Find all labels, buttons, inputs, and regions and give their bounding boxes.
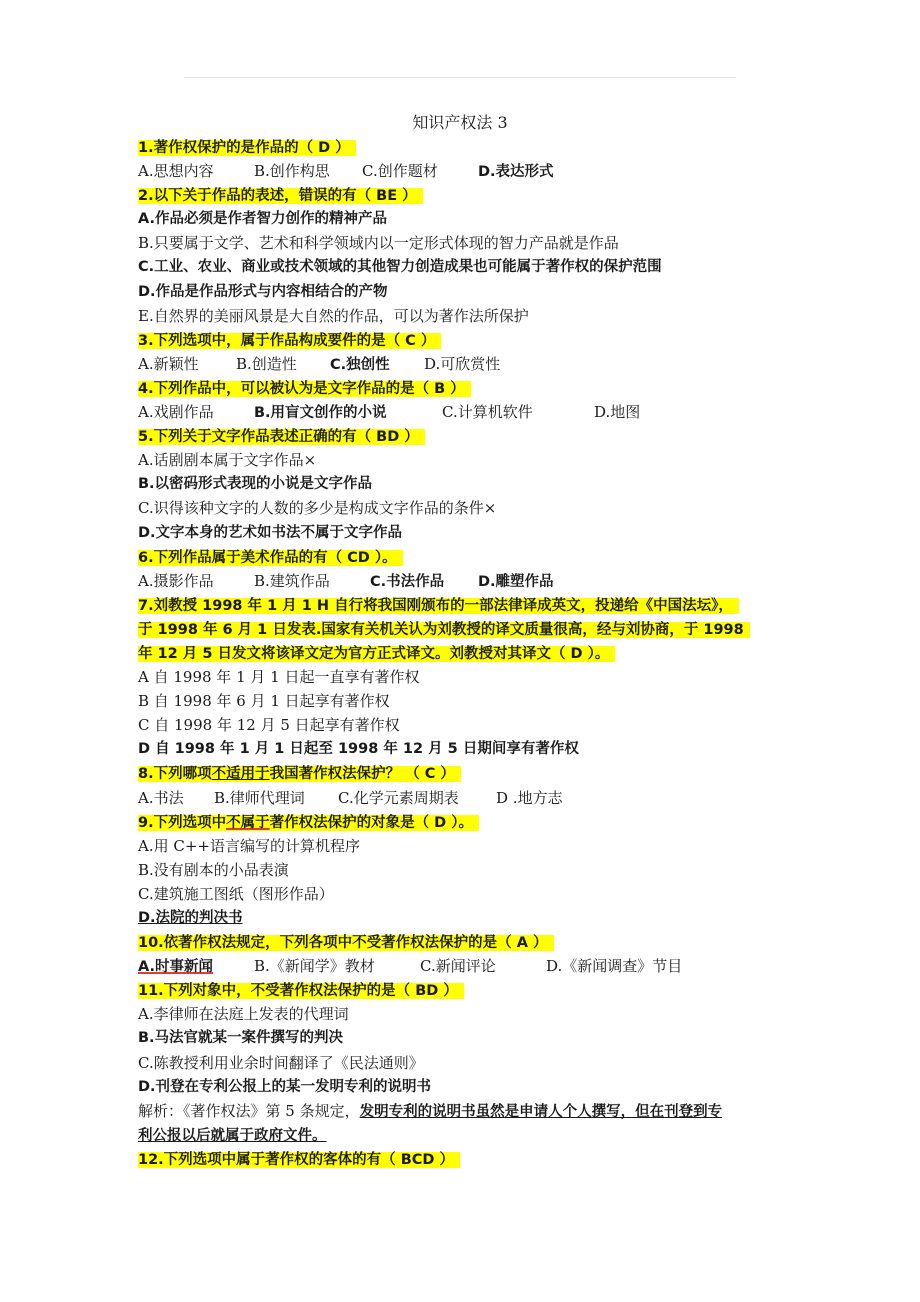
question-1 [138, 135, 788, 159]
option-b: B.没有剧本的小品表演 [138, 860, 289, 879]
option-b: B.《新闻学》教材 [254, 957, 375, 976]
question-12 [138, 1147, 788, 1171]
option-b: B.只要属于文学、艺术和科学领域内以一定形式体现的智力产品就是作品 [138, 234, 619, 253]
question-9-suffix: 著作权法保护的对象是（ D ）。 [269, 814, 473, 831]
option-b: B.用盲文创作的小说 [254, 405, 387, 422]
option-b: B.以密码形式表现的小说是文字作品 [138, 476, 373, 493]
question-11 [138, 978, 788, 1002]
question-1-text: 1.著作权保护的是作品的（ D ） [138, 140, 356, 156]
analysis-line-1 [138, 1099, 788, 1123]
question-10 [138, 930, 788, 954]
option-c: C.创作题材 [362, 162, 438, 181]
option-c: C.化学元素周期表 [338, 788, 459, 807]
question-6 [138, 545, 788, 569]
question-7-text-1: 7.刘教授 1998 年 1 月 1 H 自行将我国刚颁布的一部法律译成英文，投递给《中国法坛》， [138, 598, 739, 614]
option-a-wrap [138, 954, 254, 979]
option-a: A.书法 [138, 788, 184, 807]
document-body [138, 135, 788, 1171]
option-a: A.话剧剧本属于文字作品× [138, 451, 317, 470]
option-b: B.律师代理词 [214, 788, 305, 807]
question-6-text: 6.下列作品属于美术作品的有（ CD ）。 [138, 550, 403, 566]
option-c: C.独创性 [330, 356, 390, 373]
option-a: A.作品必须是作者智力创作的精神产品 [138, 211, 387, 228]
option-c: C.工业、农业、商业或技术领域的其他智力创造成果也可能属于著作权的保护范围 [138, 259, 662, 276]
header-rule [184, 77, 736, 78]
option-d: D.《新闻调查》节目 [546, 957, 683, 976]
question-4-options [138, 400, 788, 424]
question-10-text: 10.依著作权法规定，下列各项中不受著作权法保护的是（ A ） [138, 935, 554, 951]
question-12-text: 12.下列选项中属于著作权的客体的有（ BCD ） [138, 1152, 460, 1168]
option-d: D.文字本身的艺术如书法不属于文字作品 [138, 524, 403, 541]
question-5-text: 5.下列关于文字作品表述正确的有（ BD ） [138, 429, 425, 445]
option-d: D.地图 [594, 403, 641, 422]
question-3 [138, 328, 788, 352]
analysis-line-2 [138, 1123, 788, 1147]
option-b: B 自 1998 年 6 月 1 日起享有著作权 [138, 692, 390, 711]
document-title: 知识产权法 3 [412, 113, 508, 132]
analysis-emphasis-2: 利公报以后就属于政府文件。 [138, 1127, 327, 1144]
option-b: B.建筑作品 [254, 571, 330, 590]
question-9-text [138, 815, 479, 831]
option-a: A.李律师在法庭上发表的代理词 [138, 1005, 349, 1024]
question-9-prefix: 9.下列选项中 [138, 814, 227, 831]
option-a: A.新颖性 [138, 354, 199, 373]
question-2-text: 2.以下关于作品的表述，错误的有（ BE ） [138, 188, 423, 204]
option-d: D.刊登在专利公报上的某一发明专利的说明书 [138, 1078, 432, 1095]
question-4 [138, 376, 788, 400]
question-8-suffix: 我国著作权法保护？ （ C ） [269, 766, 455, 783]
option-d: D.雕塑作品 [478, 573, 554, 590]
option-a: A.思想内容 [138, 162, 214, 181]
option-c: C.新闻评论 [420, 957, 496, 976]
question-2 [138, 183, 788, 207]
question-9 [138, 810, 788, 834]
question-8-emphasis: 不适用于 [211, 766, 270, 783]
option-d: D .地方志 [496, 788, 563, 807]
question-4-text: 4.下列作品中，可以被认为是文字作品的是（ B ） [138, 381, 471, 397]
question-6-options [138, 569, 788, 593]
question-3-options [138, 352, 788, 376]
option-c: C 自 1998 年 12 月 5 日起享有著作权 [138, 716, 400, 735]
option-b: B.创作构思 [254, 162, 330, 181]
option-e: E.自然界的美丽风景是大自然的作品，可以为著作法所保护 [138, 306, 529, 325]
question-8-options [138, 786, 788, 810]
option-a: A.戏剧作品 [138, 403, 214, 422]
analysis-emphasis-1: 发明专利的说明书虽然是申请人个人撰写，但在刊登到专 [359, 1103, 723, 1120]
option-c: C.陈教授利用业余时间翻译了《民法通则》 [138, 1053, 424, 1072]
question-7-line-3 [138, 641, 788, 665]
question-8 [138, 761, 788, 785]
analysis-prefix: 解析：《著作权法》第 5 条规定， [138, 1101, 360, 1120]
option-c: C.识得该种文字的人数的多少是构成文字作品的条件× [138, 499, 497, 518]
option-c: C.书法作品 [370, 573, 445, 590]
question-8-prefix: 8.下列哪项 [138, 766, 212, 783]
question-8-text [138, 766, 461, 782]
question-3-text: 3.下列选项中，属于作品构成要件的是（ C ） [138, 333, 441, 349]
option-a: A.摄影作品 [138, 571, 214, 590]
question-9-emphasis: 不属于 [226, 814, 270, 831]
option-d: D 自 1998 年 1 月 1 日起至 1998 年 12 月 5 日期间享有著作权 [138, 741, 579, 758]
option-d: D.可欣赏性 [424, 354, 501, 373]
option-b: B.创造性 [236, 354, 297, 373]
question-1-options [138, 159, 788, 183]
option-a: A.用 C++语言编写的计算机程序 [138, 836, 360, 855]
question-11-text: 11.下列对象中，不受著作权法保护的是（ BD ） [138, 983, 464, 999]
option-d: D.作品是作品形式与内容相结合的产物 [138, 283, 388, 300]
option-c: C.建筑施工图纸（图形作品） [138, 884, 334, 903]
question-7-text-3: 年 12 月 5 日发文将该译文定为官方正式译文。刘教授对其译文（ D ）。 [138, 646, 615, 662]
option-a: A 自 1998 年 1 月 1 日起一直享有著作权 [138, 668, 420, 687]
question-10-options [138, 954, 788, 978]
option-a: A.时事新闻 [138, 959, 213, 976]
question-7-text-2: 于 1998 年 6 月 1 日发表.国家有关机关认为刘教授的译文质量很高，经与刘协商，于 1998 [138, 622, 750, 638]
option-d: D.法院的判决书 [138, 910, 243, 926]
option-d: D.表达形式 [478, 164, 554, 181]
question-7-line-2 [138, 617, 788, 641]
question-7-line-1 [138, 593, 788, 617]
option-c: C.计算机软件 [442, 403, 533, 422]
option-b: B.马法官就某一案件撰写的判决 [138, 1030, 344, 1047]
question-5 [138, 424, 788, 448]
